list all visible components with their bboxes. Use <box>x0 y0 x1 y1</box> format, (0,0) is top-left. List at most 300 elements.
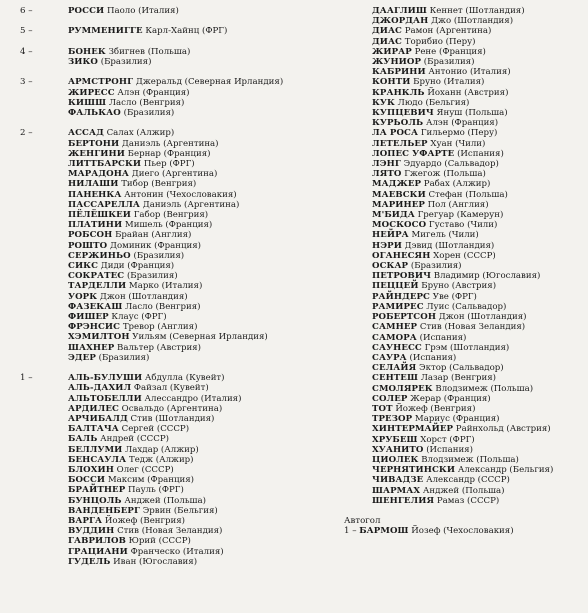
player-entry <box>68 251 350 261</box>
player-surname: ФРЭНСИС <box>68 322 121 333</box>
player-entry <box>68 414 350 424</box>
player-details: Влодзимеж (Польша) <box>435 383 534 394</box>
player-surname: ГРАЦИАНИ <box>68 546 128 557</box>
player-entry <box>372 312 584 322</box>
goal-count: 2 – <box>20 128 33 139</box>
player-entry <box>68 26 350 36</box>
player-surname: М'БИДА <box>372 210 415 221</box>
player-surname: САУРА <box>372 352 407 363</box>
player-details: Антонин (Чехословакия) <box>124 189 237 200</box>
player-entry <box>372 26 584 36</box>
player-entry <box>68 210 350 220</box>
player-surname: КУК <box>372 97 395 108</box>
player-details: Мариус (Франция) <box>414 414 500 425</box>
goal-count: 3 – <box>20 77 33 88</box>
player-entry <box>372 16 584 26</box>
player-details: Диего (Аргентина) <box>131 169 218 180</box>
player-details: Иван (Югославия) <box>113 556 198 567</box>
player-details: (Испания) <box>457 148 504 159</box>
player-surname: СЕЛАЙЯ <box>372 363 417 374</box>
player-details: Дэвид (Шотландия) <box>404 240 495 251</box>
player-entry <box>68 465 350 475</box>
player-entry <box>372 475 584 485</box>
player-surname: ЖИРАР <box>372 46 412 57</box>
player-surname: АРЧИБАЛД <box>68 414 128 425</box>
player-entry <box>68 455 350 465</box>
player-surname: ОСКАР <box>372 261 409 272</box>
player-surname: ВАРГА <box>68 516 103 527</box>
player-entry <box>68 190 350 200</box>
player-surname: ХИНТЕРМАЙЕР <box>372 424 454 435</box>
player-details: Гильермо (Перу) <box>420 128 498 139</box>
player-details: Даниэль (Аргентина) <box>142 199 240 210</box>
player-details: Антонио (Италия) <box>428 67 511 78</box>
player-details: (Бразилия) <box>123 107 175 118</box>
player-surname: СМОЛЯРЕК <box>372 383 433 394</box>
player-entry <box>68 506 350 516</box>
player-details: Йожеф (Венгрия) <box>104 516 186 527</box>
player-surname: ДЖОРДАН <box>372 16 429 27</box>
player-entry <box>372 88 584 98</box>
player-details: Рене (Франция) <box>414 46 486 57</box>
player-entry <box>68 404 350 414</box>
player-details: Стефан (Польша) <box>428 189 508 200</box>
player-details: Владимир (Югославия) <box>433 271 541 282</box>
player-surname: БАЛТАЧА <box>68 424 119 435</box>
player-surname: ТАРДЕЛЛИ <box>68 281 127 292</box>
player-details: Доминик (Франция) <box>109 240 201 251</box>
player-details: Пол (Англия) <box>427 199 489 210</box>
player-details: Джон (Шотландия) <box>438 312 527 323</box>
player-surname: ЧИВАДЗЕ <box>372 475 424 486</box>
player-entry <box>372 230 584 240</box>
player-details: Гжегож (Польша) <box>404 169 486 180</box>
player-details: (Бразилия) <box>126 271 178 282</box>
player-entry <box>372 139 584 149</box>
player-surname: ВАНДЕНБЕРГ <box>68 505 140 516</box>
player-surname: ЖУНИОР <box>372 57 422 68</box>
player-surname: ПАССАРЕЛЛА <box>68 199 141 210</box>
player-entry <box>68 383 350 393</box>
player-entry <box>68 159 350 169</box>
player-details: Вальтер (Австрия) <box>117 342 201 353</box>
player-entry <box>372 200 584 210</box>
player-details: Рамаз (СССР) <box>436 495 500 506</box>
player-details: Джо (Шотландия) <box>431 16 514 27</box>
player-details: Анджей (Польша) <box>422 485 505 496</box>
player-details: Файзал (Кувейт) <box>133 383 209 394</box>
player-list <box>68 77 350 118</box>
own-goal-details: Йозеф (Чехословакия) <box>411 526 514 537</box>
player-entry <box>68 108 350 118</box>
player-entry <box>68 373 350 383</box>
player-surname: КУПЦЕВИЧ <box>372 108 434 119</box>
goal-count: 6 – <box>20 6 33 16</box>
player-details: Грэм (Шотландия) <box>424 342 510 353</box>
player-entry <box>68 485 350 495</box>
player-details: Бернар (Франция) <box>127 148 211 159</box>
player-entry <box>372 108 584 118</box>
player-entry <box>372 98 584 108</box>
player-surname: РОШТО <box>68 240 108 251</box>
player-details: Джон (Шотландия) <box>99 291 188 302</box>
player-entry <box>68 445 350 455</box>
player-details: Клаус (ФРГ) <box>111 312 167 323</box>
player-entry <box>372 322 584 332</box>
player-details: Джеральд (Северная Ирландия) <box>135 77 284 88</box>
player-entry <box>68 496 350 506</box>
player-surname: ЧЕРНЯТИНСКИ <box>372 465 456 476</box>
player-details: Тибор (Венгрия) <box>121 179 197 190</box>
player-surname: ЛЭНГ <box>372 159 401 170</box>
goal-group <box>20 26 350 36</box>
player-surname: ПЕТРОВИЧ <box>372 271 432 282</box>
player-details: Жерар (Франция) <box>410 393 491 404</box>
player-surname: ШАХНЕР <box>68 342 115 353</box>
player-entry <box>68 77 350 87</box>
player-details: Ласло (Венгрия) <box>125 301 201 312</box>
player-entry <box>372 77 584 87</box>
player-surname: ЗИКО <box>68 56 99 67</box>
player-surname: БЕНСАУЛА <box>68 454 127 465</box>
player-entry <box>68 394 350 404</box>
player-entry <box>68 139 350 149</box>
player-entry <box>372 271 584 281</box>
player-surname: ДИАС <box>372 26 402 37</box>
player-details: Брайан (Англия) <box>115 230 192 241</box>
player-surname: ЭДЕР <box>68 352 96 363</box>
player-details: Олег (СССР) <box>116 465 174 476</box>
player-details: Максим (Франция) <box>107 475 194 486</box>
player-details: Диди (Франция) <box>100 261 175 272</box>
player-details: Бруно (Австрия) <box>421 281 497 292</box>
player-entry <box>68 98 350 108</box>
player-details: Януш (Польша) <box>436 108 508 119</box>
player-details: Пьер (ФРГ) <box>143 158 195 169</box>
player-entry <box>372 149 584 159</box>
player-entry <box>68 475 350 485</box>
player-details: Эктор (Сальвадор) <box>419 363 504 374</box>
player-entry <box>372 118 584 128</box>
player-entry <box>372 353 584 363</box>
player-entry <box>372 373 584 383</box>
player-details: Пауль (ФРГ) <box>128 485 184 496</box>
player-details: Алессандро (Италия) <box>144 393 242 404</box>
player-details: Бруно (Италия) <box>413 77 485 88</box>
player-entry <box>372 159 584 169</box>
player-entry <box>372 445 584 455</box>
player-details: Хуан (Чили) <box>430 138 486 149</box>
player-details: Александр (СССР) <box>426 475 510 486</box>
player-surname: ЦИОЛЕК <box>372 454 419 465</box>
player-surname: РОБЕРТСОН <box>372 312 437 323</box>
player-entry <box>68 557 350 567</box>
player-details: Грегуар (Камерун) <box>417 210 504 221</box>
player-entry <box>68 169 350 179</box>
player-details: Алэн (Франция) <box>425 118 499 129</box>
player-details: Рабах (Алжир) <box>423 179 491 190</box>
player-details: Людо (Бельгия) <box>397 97 470 108</box>
player-entry <box>68 302 350 312</box>
player-surname: КАБРИНИ <box>372 67 426 78</box>
player-entry <box>68 128 350 138</box>
player-details: Збигнев (Польша) <box>108 46 191 57</box>
player-details: Тедж (Алжир) <box>128 454 194 465</box>
player-entry <box>68 322 350 332</box>
player-list <box>68 26 350 36</box>
player-surname: РОБСОН <box>68 230 113 241</box>
player-surname: РАМИРЕС <box>372 301 424 312</box>
player-details: Салах (Алжир) <box>106 128 175 139</box>
player-list <box>68 373 350 567</box>
player-surname: КУРЬОЛЬ <box>372 118 424 129</box>
own-goal-entry <box>344 526 584 536</box>
player-surname: РАЙНДЕРС <box>372 291 430 302</box>
player-surname: САУНЕСС <box>372 342 422 353</box>
player-surname: КРАНКЛЬ <box>372 87 425 98</box>
player-surname: ШАРМАХ <box>372 485 421 496</box>
player-entry <box>68 312 350 322</box>
player-entry <box>372 261 584 271</box>
player-surname: РОССИ <box>68 6 105 16</box>
player-details: Габор (Венгрия) <box>133 210 209 220</box>
player-list <box>68 47 350 67</box>
player-entry <box>68 57 350 67</box>
player-details: Анджей (Польша) <box>124 495 206 506</box>
player-details: Хорен (СССР) <box>433 250 496 261</box>
player-details: Андрей (СССР) <box>100 434 169 445</box>
player-details: Райнхольд (Австрия) <box>455 424 551 435</box>
player-entry <box>372 302 584 312</box>
player-surname: КИШШ <box>68 97 107 108</box>
player-surname: БОНЕК <box>68 46 106 57</box>
player-details: Лазар (Венгрия) <box>420 373 497 384</box>
player-surname: ТОТ <box>372 403 393 414</box>
player-entry <box>68 179 350 189</box>
goal-group <box>20 373 350 567</box>
player-surname: ФАЗЕКАШ <box>68 301 123 312</box>
player-entry <box>372 57 584 67</box>
goal-group <box>20 6 350 16</box>
player-details: (Испания) <box>426 444 473 455</box>
player-surname: ЛЕТЕЛЬЕР <box>372 138 428 149</box>
player-entry <box>372 292 584 302</box>
player-surname: СЕНТЕШ <box>372 373 418 384</box>
player-details: Торибио (Перу) <box>404 36 476 47</box>
player-surname: ДААГЛИШ <box>372 6 427 16</box>
player-details: Даниэль (Аргентина) <box>121 138 219 149</box>
player-details: Франческо (Италия) <box>130 546 224 557</box>
player-details: Кеннет (Шотландия) <box>429 6 525 16</box>
player-entry <box>372 486 584 496</box>
player-details: Юрий (СССР) <box>128 536 191 547</box>
player-entry <box>372 241 584 251</box>
player-surname: БРАЙТНЕР <box>68 485 126 496</box>
goal-group <box>20 47 350 67</box>
player-details: Абдулла (Кувейт) <box>144 373 225 384</box>
player-surname: ЛЯТО <box>372 169 402 180</box>
player-details: Стив (Новая Зеландия) <box>419 322 526 333</box>
player-entry <box>68 547 350 557</box>
player-surname: ДИАС <box>372 36 402 47</box>
player-entry <box>68 516 350 526</box>
player-details: Ласло (Венгрия) <box>108 97 185 108</box>
player-details: Рамон (Аргентина) <box>404 26 492 37</box>
player-surname: САМОРА <box>372 332 417 343</box>
player-surname: АРМСТРОНГ <box>68 77 134 88</box>
player-entry <box>68 149 350 159</box>
player-entry <box>68 332 350 342</box>
player-entry <box>68 200 350 210</box>
player-entry <box>372 414 584 424</box>
player-entry <box>372 333 584 343</box>
player-entry <box>68 526 350 536</box>
player-details: (Бразилия) <box>100 56 152 67</box>
player-entry <box>372 363 584 373</box>
player-surname: МОСКОСО <box>372 220 427 231</box>
player-surname: АЛЬ-ДАХИЛ <box>68 383 132 394</box>
own-goal-heading: Автогол <box>344 515 381 526</box>
player-details: Лахдар (Алжир) <box>125 444 199 455</box>
player-details: (Испания) <box>409 352 457 363</box>
player-details: (Бразилия) <box>410 261 462 272</box>
player-entry <box>372 384 584 394</box>
player-entry <box>68 343 350 353</box>
player-details: Хорст (ФРГ) <box>420 434 475 445</box>
player-surname: ПЁЛЁШКЕИ <box>68 210 131 220</box>
player-surname: ХЭМИЛТОН <box>68 332 130 343</box>
player-entry <box>372 394 584 404</box>
player-details: Сергей (СССР) <box>121 424 190 435</box>
player-list <box>68 128 350 363</box>
player-surname: НИЛАШИ <box>68 179 119 190</box>
player-details: Эдуардо (Сальвадор) <box>403 159 499 170</box>
goal-count: 1 – <box>20 373 33 384</box>
player-surname: ОГАНЕСЯН <box>372 250 431 261</box>
player-surname: ГАВРИЛОВ <box>68 536 126 547</box>
player-surname: ФИШЕР <box>68 312 109 323</box>
player-surname: БЕРТОНИ <box>68 138 120 149</box>
player-surname: АЛЬ-БУЛУШИ <box>68 373 143 384</box>
player-details: Луис (Сальвадор) <box>426 301 507 312</box>
player-surname: СИКС <box>68 261 99 272</box>
player-details: Стив (Новая Зеландия) <box>117 526 223 537</box>
player-entry <box>372 496 584 506</box>
player-surname: ХРУБЕШ <box>372 434 418 445</box>
scorers-one-goal-continued <box>372 6 584 506</box>
player-details: Мигель (Чили) <box>411 230 479 241</box>
player-details: Уве (ФРГ) <box>432 291 477 302</box>
player-surname: СОКРАТЕС <box>68 271 125 282</box>
scorers-right-column <box>344 6 584 537</box>
player-surname: КОНТИ <box>372 77 411 88</box>
goal-count: 4 – <box>20 46 33 57</box>
player-entry <box>372 169 584 179</box>
player-surname: ФАЛЬКАО <box>68 107 121 118</box>
player-surname: РУММЕНИГГЕ <box>68 26 143 37</box>
player-entry <box>68 261 350 271</box>
player-entry <box>372 6 584 16</box>
player-entry <box>68 271 350 281</box>
player-details: Карл-Хайнц (ФРГ) <box>145 26 228 37</box>
player-details: Йожеф (Венгрия) <box>395 403 476 414</box>
player-details: Мишель (Франция) <box>124 220 213 231</box>
player-entry <box>372 455 584 465</box>
player-surname: АССАД <box>68 128 104 139</box>
player-surname: ПЛАТИНИ <box>68 220 123 231</box>
player-list <box>68 6 350 16</box>
player-entry <box>68 241 350 251</box>
player-surname: БЛОХИН <box>68 465 114 476</box>
player-entry <box>372 281 584 291</box>
player-entry <box>68 292 350 302</box>
player-details: Влодзимеж (Польша) <box>421 454 519 465</box>
player-entry <box>68 434 350 444</box>
player-entry <box>68 6 350 16</box>
player-details: Освальдо (Аргентина) <box>121 403 223 414</box>
player-entry <box>372 190 584 200</box>
player-entry <box>68 281 350 291</box>
player-surname: ЛИТТБАРСКИ <box>68 158 142 169</box>
player-surname: МАРИНЕР <box>372 199 425 210</box>
player-details: Уильям (Северная Ирландия) <box>132 332 268 343</box>
player-entry <box>372 435 584 445</box>
player-entry <box>68 353 350 363</box>
player-surname: ГУДЕЛЬ <box>68 556 111 567</box>
player-entry <box>68 220 350 230</box>
player-entry <box>372 67 584 77</box>
player-details: Эрвин (Бельгия) <box>142 505 218 516</box>
player-surname: МАЕВСКИ <box>372 189 426 200</box>
player-surname: СОЛЕР <box>372 393 408 404</box>
player-surname: ХУАНИТО <box>372 444 424 455</box>
own-goal-surname: БАРМОШ <box>359 526 409 537</box>
player-entry <box>372 404 584 414</box>
scorers-left-column <box>20 6 350 577</box>
player-entry <box>372 424 584 434</box>
player-surname: ПАНЕНКА <box>68 189 122 200</box>
player-surname: МАРАДОНА <box>68 169 130 180</box>
player-entry <box>372 220 584 230</box>
player-surname: АРДИЛЕС <box>68 403 119 414</box>
player-surname: ТРЕЗОР <box>372 414 413 425</box>
player-details: Алэн (Франция) <box>117 87 190 98</box>
player-entry <box>372 343 584 353</box>
player-entry <box>68 424 350 434</box>
player-surname: МАДЖЕР <box>372 179 422 190</box>
player-details: Густаво (Чили) <box>428 220 498 231</box>
player-entry <box>372 179 584 189</box>
player-entry <box>372 465 584 475</box>
player-entry <box>372 210 584 220</box>
player-surname: ЖИРЕСС <box>68 87 115 98</box>
goal-count: 5 – <box>20 26 33 37</box>
player-surname: ЛОПЕС УФАРТЕ <box>372 148 455 159</box>
player-surname: ПЕЦЦЕЙ <box>372 281 419 292</box>
player-details: Паоло (Италия) <box>106 6 179 16</box>
player-entry <box>68 88 350 98</box>
player-surname: БАЛЬ <box>68 434 98 445</box>
player-details: Александр (Бельгия) <box>457 465 554 476</box>
player-surname: ЖЕНГИНИ <box>68 148 125 159</box>
player-details: (Испания) <box>419 332 467 343</box>
player-surname: БЕЛЛУМИ <box>68 444 123 455</box>
player-surname: УОРК <box>68 291 98 302</box>
player-details: (Бразилия) <box>98 352 150 363</box>
player-surname: БУНЦОЛЬ <box>68 495 122 506</box>
player-surname: ЛА РОСА <box>372 128 419 139</box>
player-entry <box>372 128 584 138</box>
